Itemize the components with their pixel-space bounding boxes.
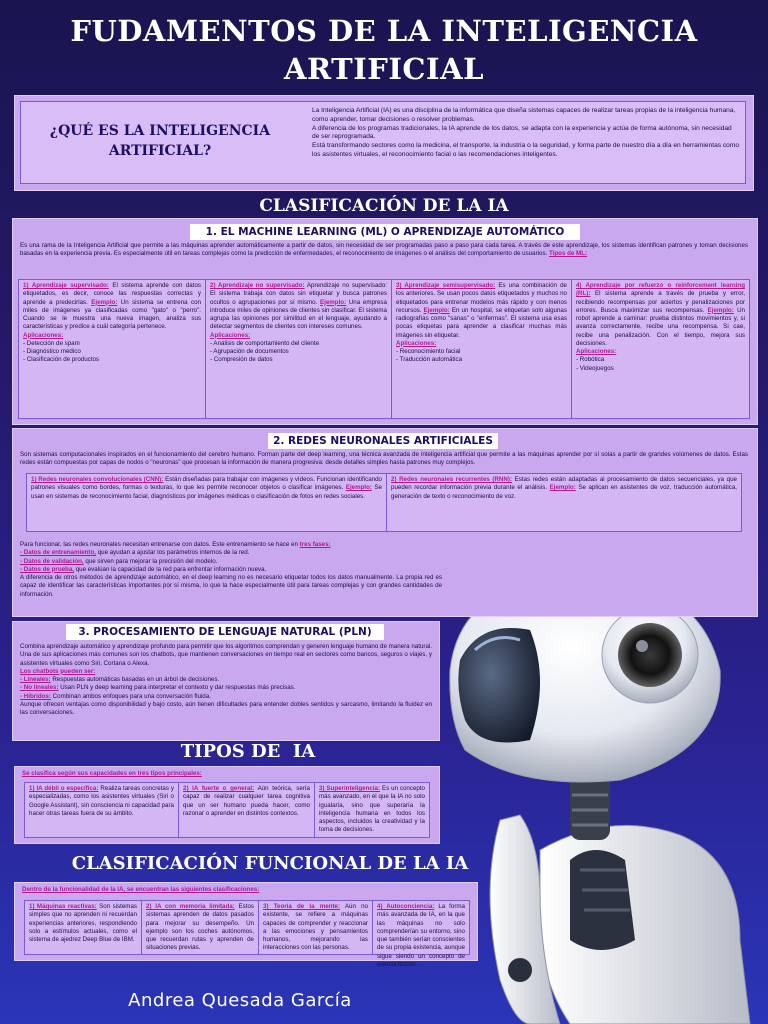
tipos-col-3-title: 3) Superinteligencia:	[319, 785, 381, 792]
rn-col-1-title: 1) Redes neuronales convolucionales (CNN):	[31, 476, 164, 483]
pln-type-2-text: Usan PLN y deep learning para interpretar el contexto y dar respuestas más precisas.	[58, 684, 296, 692]
pln-heading: 3. PROCESAMIENTO DE LENGUAJE NATURAL (PLN)	[66, 624, 384, 640]
rn-col-2-text: Estas redes están adaptadas al procesamiento de datos secuenciales, ya que pueden recordar información previa durante el análisis.	[391, 476, 737, 492]
rn-training	[20, 541, 442, 599]
ml-col-3-app-2: - Traducción automática	[396, 356, 463, 364]
ml-col-3-title: 3) Aprendizaje semisupervisado:	[396, 282, 496, 289]
ml-col-1	[19, 280, 206, 418]
funcional-col-1-text: Son sistemas simples que no aprenden ni recuerdan experiencias anteriores, respondiendo solo a estímulos actuales, como el sistema de ajedrez Deep Blue de IBM.	[29, 903, 137, 943]
funcional-table	[24, 900, 470, 968]
que-es-heading	[40, 121, 280, 161]
ml-col-4-app-2: - Videojuegos	[576, 364, 614, 372]
funcional-heading: CLASIFICACIÓN FUNCIONAL DE LA IA	[71, 853, 469, 874]
pln-type-3-kw: - Híbridos:	[20, 692, 51, 700]
rn-phase-3-text: que evalúan la capacidad de la red para enfrentar información nueva.	[73, 565, 267, 573]
funcional-col-3	[259, 901, 373, 954]
ml-intro-text: Es una rama de la Inteligencia Artificial que permite a las máquinas aprender automáticamente a partir de datos, sin necesidad de ser programadas paso a paso para cada tarea. A través de este aprendizaje, los sistemas identifican patrones y toman decisiones basadas en la experiencia previa. Es especialmente útil en tareas complejas como la predicción de enfermedades, el reconocimiento de imágenes o el análisis del comportamiento de usuarios.	[20, 242, 748, 258]
rn-col-2-ej-label: Ejemplo:	[549, 484, 576, 492]
author-name: Andrea Quesada García	[128, 990, 352, 1011]
rn-train-kw: tres fases:	[299, 541, 331, 548]
tipos-intro: Se clasifica según sus capacidades en tres tipos principales:	[22, 770, 202, 777]
que-es-p1: La Inteligencia Artificial (IA) es una disciplina de la informática que diseña sistemas capaces de realizar tareas propias de la inteligencia humana, como aprender, tomar decisiones o resolver problemas.	[312, 107, 736, 123]
title-line-1: FUDAMENTOS DE LA INTELIGENCIA	[70, 14, 698, 48]
que-es-heading-1: ¿QUÉ ES LA INTELIGENCIA	[49, 123, 271, 139]
funcional-col-2-text: Estos sistemas aprenden de datos pasados para mejorar su desempeño. Un ejemplo son los coches autónomos, que recuerdan rutas y aprenden de situaciones previas.	[146, 903, 254, 952]
ml-col-3-ej-label: Ejemplo:	[423, 306, 450, 314]
ml-col-2-ap-label: Aplicaciones:	[210, 331, 251, 339]
tipos-heading: TIPOS DE IA	[180, 741, 316, 762]
rn-phase-1-kw: - Datos de entrenamiento,	[20, 549, 96, 557]
tipos-col-3	[315, 783, 429, 837]
ml-col-4-text: El sistema aprende a través de prueba y error, recibiendo recompensas por aciertos y penalizaciones por errores. Busca maximizar sus recompensas.	[576, 290, 745, 314]
pln-type-1-text: Respuestas automáticas basadas en un árbol de decisiones.	[50, 676, 220, 683]
rn-train-intro: Para funcionar, las redes neuronales necesitan entrenarse con datos. Este entrenamiento se hace en	[20, 541, 298, 548]
ml-col-3-ej: En un hospital, se etiquetan solo algunas radiografías como "sanas" o "enfermas". El sistema usa esas pocas etiquetas para aprender a clasificar muchas más imágenes sin etiquetar.	[396, 306, 567, 339]
ml-col-3-app-1: - Reconocimiento facial	[396, 348, 461, 355]
que-es-heading-2: ARTIFICIAL?	[108, 143, 212, 159]
rn-col-1-ej: Se usan en sistemas de reconocimiento facial, diagnósticos por imágenes médicas o clasificación de fotos en redes sociales.	[31, 484, 382, 500]
ml-col-1-ap-label: Aplicaciones:	[23, 331, 64, 339]
funcional-col-4-title: 4) Autoconciencia:	[377, 903, 435, 910]
tipos-col-1	[25, 783, 179, 837]
ml-col-1-app-3: - Clasificación de productos	[23, 356, 100, 364]
ml-col-2-text: Aprendizaje no supervisado: El sistema trabaja con datos sin etiquetar y busca patrones ocultos o agrupaciones por sí mismo.	[210, 282, 387, 306]
rn-phase-1-text: que ayudan a ajustar los parámetros internos de la red.	[95, 549, 250, 557]
rn-phase-2-kw: - Datos de validación,	[20, 557, 84, 565]
pln-type-3-text: Combinan ambos enfoques para una conversación fluida.	[50, 692, 211, 700]
rn-phase-2-text: que sirven para mejorar la precisión del modelo.	[83, 557, 218, 565]
ml-col-1-text: El sistema aprende con datos etiquetados, es decir, conoce las respuestas correctas y aprende a predecirlas.	[23, 282, 201, 306]
page-title	[0, 12, 768, 88]
funcional-col-2-title: 2) IA con memoria limitada:	[146, 903, 235, 910]
rn-types-table	[26, 473, 742, 532]
rn-closing: A diferencia de otros métodos de aprendizaje automático, en el deep learning no es necesario etiquetar todos los datos manualmente. La propia red es capaz de identificar las características importantes por sí misma, lo que la hace especialmente útil para tareas complejas y con grandes cantidades de información.	[20, 574, 442, 598]
que-es-p3: Está transformando sectores como la medicina, el transporte, la industria o la seguridad, y forma parte de nuestro día a día en herramientas como los asistentes virtuales, el reconocimiento facial o las recomendaciones inteligentes.	[312, 142, 739, 158]
tipos-col-1-text: Realiza tareas concretas y especializadas, como los asistentes virtuales (Siri o Google Assistant), sin consciencia ni capacidad para hacer otras tareas fuera de su ámbito.	[29, 785, 174, 817]
ml-col-1-app-2: - Diagnóstico médico	[23, 348, 81, 355]
ml-col-3-ap-label: Aplicaciones:	[396, 339, 437, 347]
ml-col-4-ap-label: Aplicaciones:	[576, 348, 617, 355]
funcional-col-3-title: 3) Teoría de la mente:	[263, 903, 341, 910]
que-es-p2: A diferencia de los programas tradicionales, la IA aprende de los datos, se adapta con la experiencia y actúa de forma autónoma, sin necesidad de ser reprogramada.	[312, 124, 732, 141]
pln-closing: Aunque ofrecen ventajas como disponibilidad y bajo costo, aún tienen dificultades para entender dobles sentidos y sarcasmo, limitando la fluidez en las conversaciones.	[20, 700, 432, 716]
ml-col-4	[572, 280, 749, 418]
ml-col-4-title: 4) Aprendizaje por refuerzo o reinforcement learning (RL):	[576, 282, 745, 298]
ml-col-1-ej-label: Ejemplo:	[91, 298, 118, 306]
pln-type-2-kw: - No lineales:	[20, 684, 59, 692]
ml-col-2-app-3: - Compresión de datos	[210, 356, 273, 364]
ml-col-4-ej: Un robot aprende a caminar: prueba distintos movimientos y, si avanza correctamente, recibe una recompensa. Si cae, recibe una penalización. Con el tiempo, mejora sus decisiones.	[576, 306, 745, 347]
ml-col-1-ej: Un sistema se entrena con miles de imágenes ya clasificadas como "gato" o "perro". Cuando se le muestra una nueva imagen, analiza sus características y predice a cuál categoría pertenece.	[23, 298, 201, 331]
ml-col-2-app-1: - Análisis de comportamiento del cliente	[210, 339, 320, 347]
tipos-col-2-text: Aún teórica, sería capaz de realizar cualquier tarea cognitiva que un ser humano pueda hacer, como razonar o aprender en distintos contextos.	[183, 785, 310, 817]
rn-phase-3-kw: - Datos de prueba,	[20, 565, 74, 573]
funcional-col-3-text: Aún no existente, se refiere a máquinas capaces de comprender y reaccionar a las emociones y pensamientos humanos, mejorando las interacciones con las personas.	[263, 903, 368, 952]
ml-col-4-app-1: - Robótica	[576, 356, 605, 364]
funcional-col-4-text: La forma más avanzada de IA, en la que las máquinas no solo comprenderían su entorno, sino que también serían conscientes de su propia existencia, aunque sigue siendo un concepto de ciencia ficción.	[377, 903, 466, 968]
ml-intro	[20, 242, 748, 259]
rn-col-2	[387, 474, 741, 531]
rn-col-1	[27, 474, 387, 531]
ml-heading: 1. EL MACHINE LEARNING (ML) O APRENDIZAJE AUTOMÁTICO	[190, 224, 580, 240]
clasificacion-heading: CLASIFICACIÓN DE LA IA	[259, 196, 509, 216]
ml-col-2	[206, 280, 392, 418]
funcional-col-4	[373, 901, 469, 968]
pln-intro: Combina aprendizaje automático y aprendizaje profundo para permitir que los algoritmos comprendan y generen lenguaje humano de manera natural. Una de sus aplicaciones más comunes son los chatbots, que mantienen conversaciones en tiempo real en sectores como bancos, seguros o viajes, y asistentes virtuales como Siri, Cortana o Alexa.	[20, 643, 432, 667]
ml-tipos-label: Tipos de ML:	[549, 250, 588, 258]
que-es-text	[312, 107, 740, 160]
tipos-col-2-title: 2) IA fuerte o general:	[183, 785, 255, 792]
ml-col-2-ej: Una empresa introduce miles de opiniones de clientes sin clasificar. El sistema agrupa las opiniones por similitud en el lenguaje, ayudando a detectar segmentos de clientes con intereses comunes.	[210, 298, 387, 331]
ml-types-table	[18, 279, 750, 419]
rn-heading: 2. REDES NEURONALES ARTIFICIALES	[268, 433, 498, 449]
rn-col-2-title: 2) Redes neuronales recurrentes (RNN):	[391, 476, 512, 483]
rn-intro: Son sistemas computacionales inspirados en el funcionamiento del cerebro humano. Forman parte del deep learning, una técnica avanzada de inteligencia artificial que permite a las máquinas aprender por sí solas a partir de grandes volúmenes de datos. Estas redes están compuestas por capas de nodos o "neuronas" que procesan la información de manera progresiva: desde detalles simples hasta patrones muy complejos.	[20, 451, 748, 467]
rn-col-2-ej: Se aplican en asistentes de voz, traducción automática, generación de texto o reconocimiento de voz.	[391, 484, 737, 500]
funcional-col-2	[142, 901, 259, 954]
ml-col-2-ej-label: Ejemplo:	[320, 298, 347, 306]
pln-type-1-kw: - Lineales:	[20, 676, 51, 683]
ml-col-1-title: 1) Aprendizaje supervisado:	[23, 282, 109, 289]
tipos-col-2	[179, 783, 315, 837]
pln-chat-label: Los chatbots pueden ser:	[20, 667, 96, 675]
title-line-2: ARTIFICIAL	[284, 52, 484, 86]
tipos-table	[24, 782, 430, 838]
ml-col-3	[392, 280, 572, 418]
tipos-col-3-text: Es un concepto más avanzado, en el que la IA no solo igualaría, sino que superaría la inteligencia humana en todos los aspectos, incluidos la creatividad y la toma de decisiones.	[319, 785, 425, 834]
tipos-col-1-title: 1) IA débil o específica:	[29, 785, 99, 792]
pln-body	[20, 643, 432, 717]
ml-col-1-app-1: - Detección de spam	[23, 339, 80, 347]
funcional-col-1	[25, 901, 142, 954]
funcional-col-1-title: 1) Máquinas reactivas:	[29, 903, 97, 910]
ml-col-3-text: Es una combinación de los anteriores. Se usan pocos datos etiquetados y muchos no etiquetados para entrenar modelos más rápido y con menos recursos.	[396, 282, 567, 314]
ml-col-2-title: 2) Aprendizaje no supervisado:	[210, 282, 305, 289]
rn-col-1-text: Están diseñadas para trabajar con imágenes y vídeos. Funcionan identificando patrones visuales como bordes, formas o texturas, lo que les permite reconocer objetos o clasificar imágenes.	[31, 476, 382, 492]
ml-col-4-ej-label: Ejemplo:	[707, 306, 734, 314]
funcional-intro: Dentro de la funcionalidad de la IA, se encuentran las siguientes clasificaciones:	[22, 886, 260, 893]
ml-col-2-app-2: - Agrupación de documentos	[210, 348, 289, 355]
rn-col-1-ej-label: Ejemplo:	[345, 484, 372, 492]
